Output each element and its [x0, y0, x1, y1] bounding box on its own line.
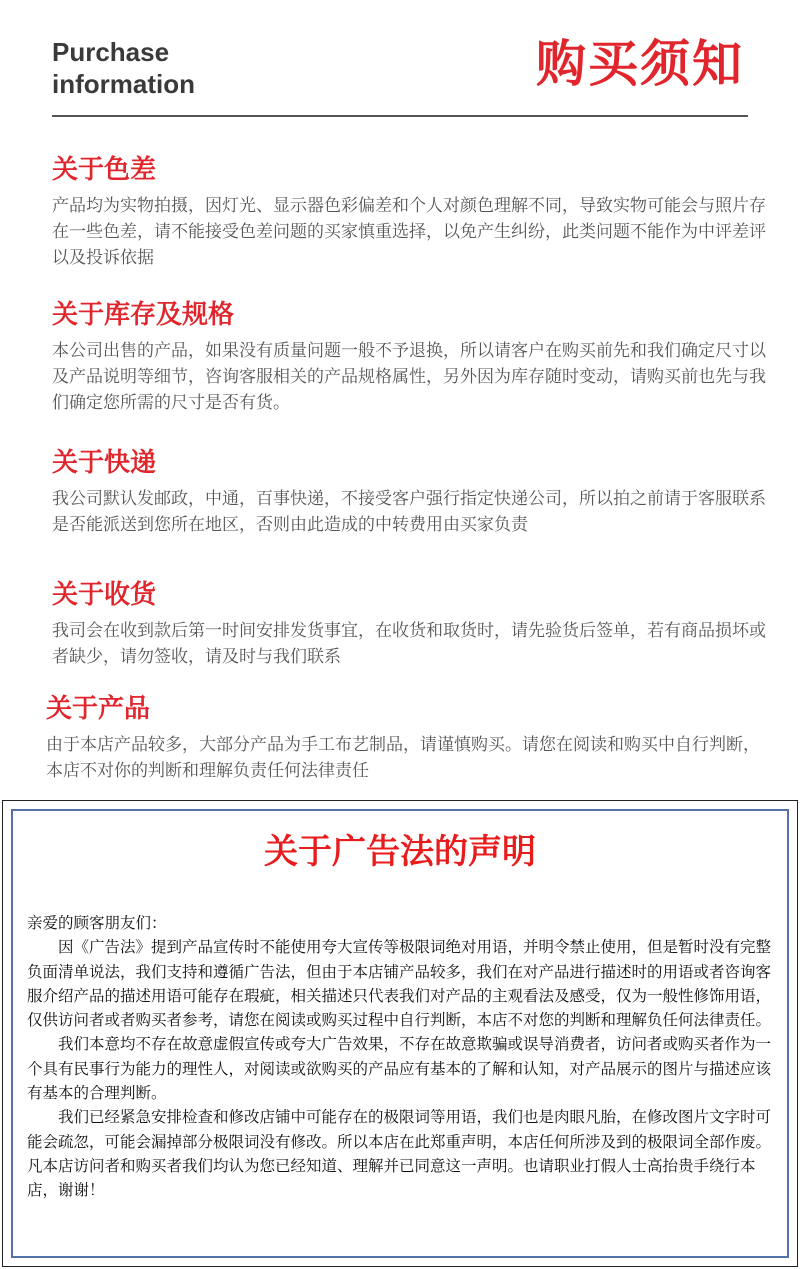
header-english-title — [52, 36, 195, 100]
section-heading: 关于快递 — [52, 448, 157, 478]
notice-greeting: 亲爱的顾客朋友们： — [27, 914, 167, 932]
section-shipping — [52, 446, 768, 538]
advertising-law-notice — [2, 800, 798, 1267]
header-divider — [52, 115, 748, 117]
section-body: 产品均为实物拍摄，因灯光、显示器色彩偏差和个人对颜色理解不同，导致实物可能会与照片存在一些色差，请不能接受色差问题的买家慎重选择，以免产生纠纷，此类问题不能作为中评差评以及投诉依据 — [52, 196, 766, 268]
section-color-difference — [52, 153, 768, 271]
header-english-line2: information — [52, 69, 195, 99]
notice-frame — [11, 809, 789, 1258]
section-body: 由于本店产品较多，大部分产品为手工布艺制品，请谨慎购买。请您在阅读和购买中自行判断，本店不对你的判断和理解负责任何法律责任 — [46, 735, 760, 781]
notice-paragraph: 我们已经紧急安排检查和修改店铺中可能存在的极限词等用语，我们也是肉眼凡胎，在修改图片文字时可能会疏忽，可能会漏掉部分极限词没有修改。所以本店在此郑重声明，本店任何所涉及到的极限词全部作废。凡本店访问者和购买者我们均认为您已经知道、理解并已同意这一声明。也请职业打假人士高抬贵手绕行本店，谢谢！ — [27, 1108, 772, 1200]
section-heading: 关于色差 — [52, 155, 157, 185]
notice-paragraph: 我们本意均不存在故意虚假宣传或夸大广告效果，不存在故意欺骗或误导消费者，访问者或购买者作为一个具有民事行为能力的理性人，对阅读或欲购买的产品应有基本的了解和认知，对产品展示的图片与描述应该有基本的合理判断。 — [27, 1035, 772, 1103]
section-body: 本公司出售的产品，如果没有质量问题一般不予退换，所以请客户在购买前先和我们确定尺寸以及产品说明等细节，咨询客服相关的产品规格属性，另外因为库存随时变动，请购买前也先与我们确定您所需的尺寸是否有货。 — [52, 341, 766, 413]
section-heading: 关于收货 — [52, 580, 157, 610]
notice-body — [27, 911, 779, 1203]
header-english-line1: Purchase — [52, 37, 170, 67]
section-body: 我司会在收到款后第一时间安排发货事宜，在收货和取货时，请先验货后签单，若有商品损坏或者缺少，请勿签收，请及时与我们联系 — [52, 621, 766, 667]
section-heading: 关于产品 — [46, 694, 151, 724]
notice-title: 关于广告法的声明 — [264, 832, 536, 872]
section-receiving — [52, 578, 768, 670]
section-stock-specs — [52, 298, 768, 416]
notice-paragraph: 因《广告法》提到产品宣传时不能使用夸大宣传等极限词绝对用语，并明令禁止使用，但是暂时没有完整负面清单说法，我们支持和遵循广告法，但由于本店铺产品较多，我们在对产品进行描述时的用语或者咨询客服介绍产品的描述用语可能存在瑕疵，相关描述只代表我们对产品的主观看法及感受，仅为一般性修饰用语，仅供访问者或者购买者参考，请您在阅读或购买过程中自行判断，本店不对您的判断和理解负任何法律责任。 — [27, 938, 772, 1030]
section-product — [46, 692, 776, 784]
section-heading: 关于库存及规格 — [52, 300, 235, 330]
header-chinese-title: 购买须知 — [536, 35, 744, 93]
section-body: 我公司默认发邮政，中通，百事快递，不接受客户强行指定快递公司，所以拍之前请于客服联系是否能派送到您所在地区，否则由此造成的中转费用由买家负责 — [52, 489, 766, 535]
